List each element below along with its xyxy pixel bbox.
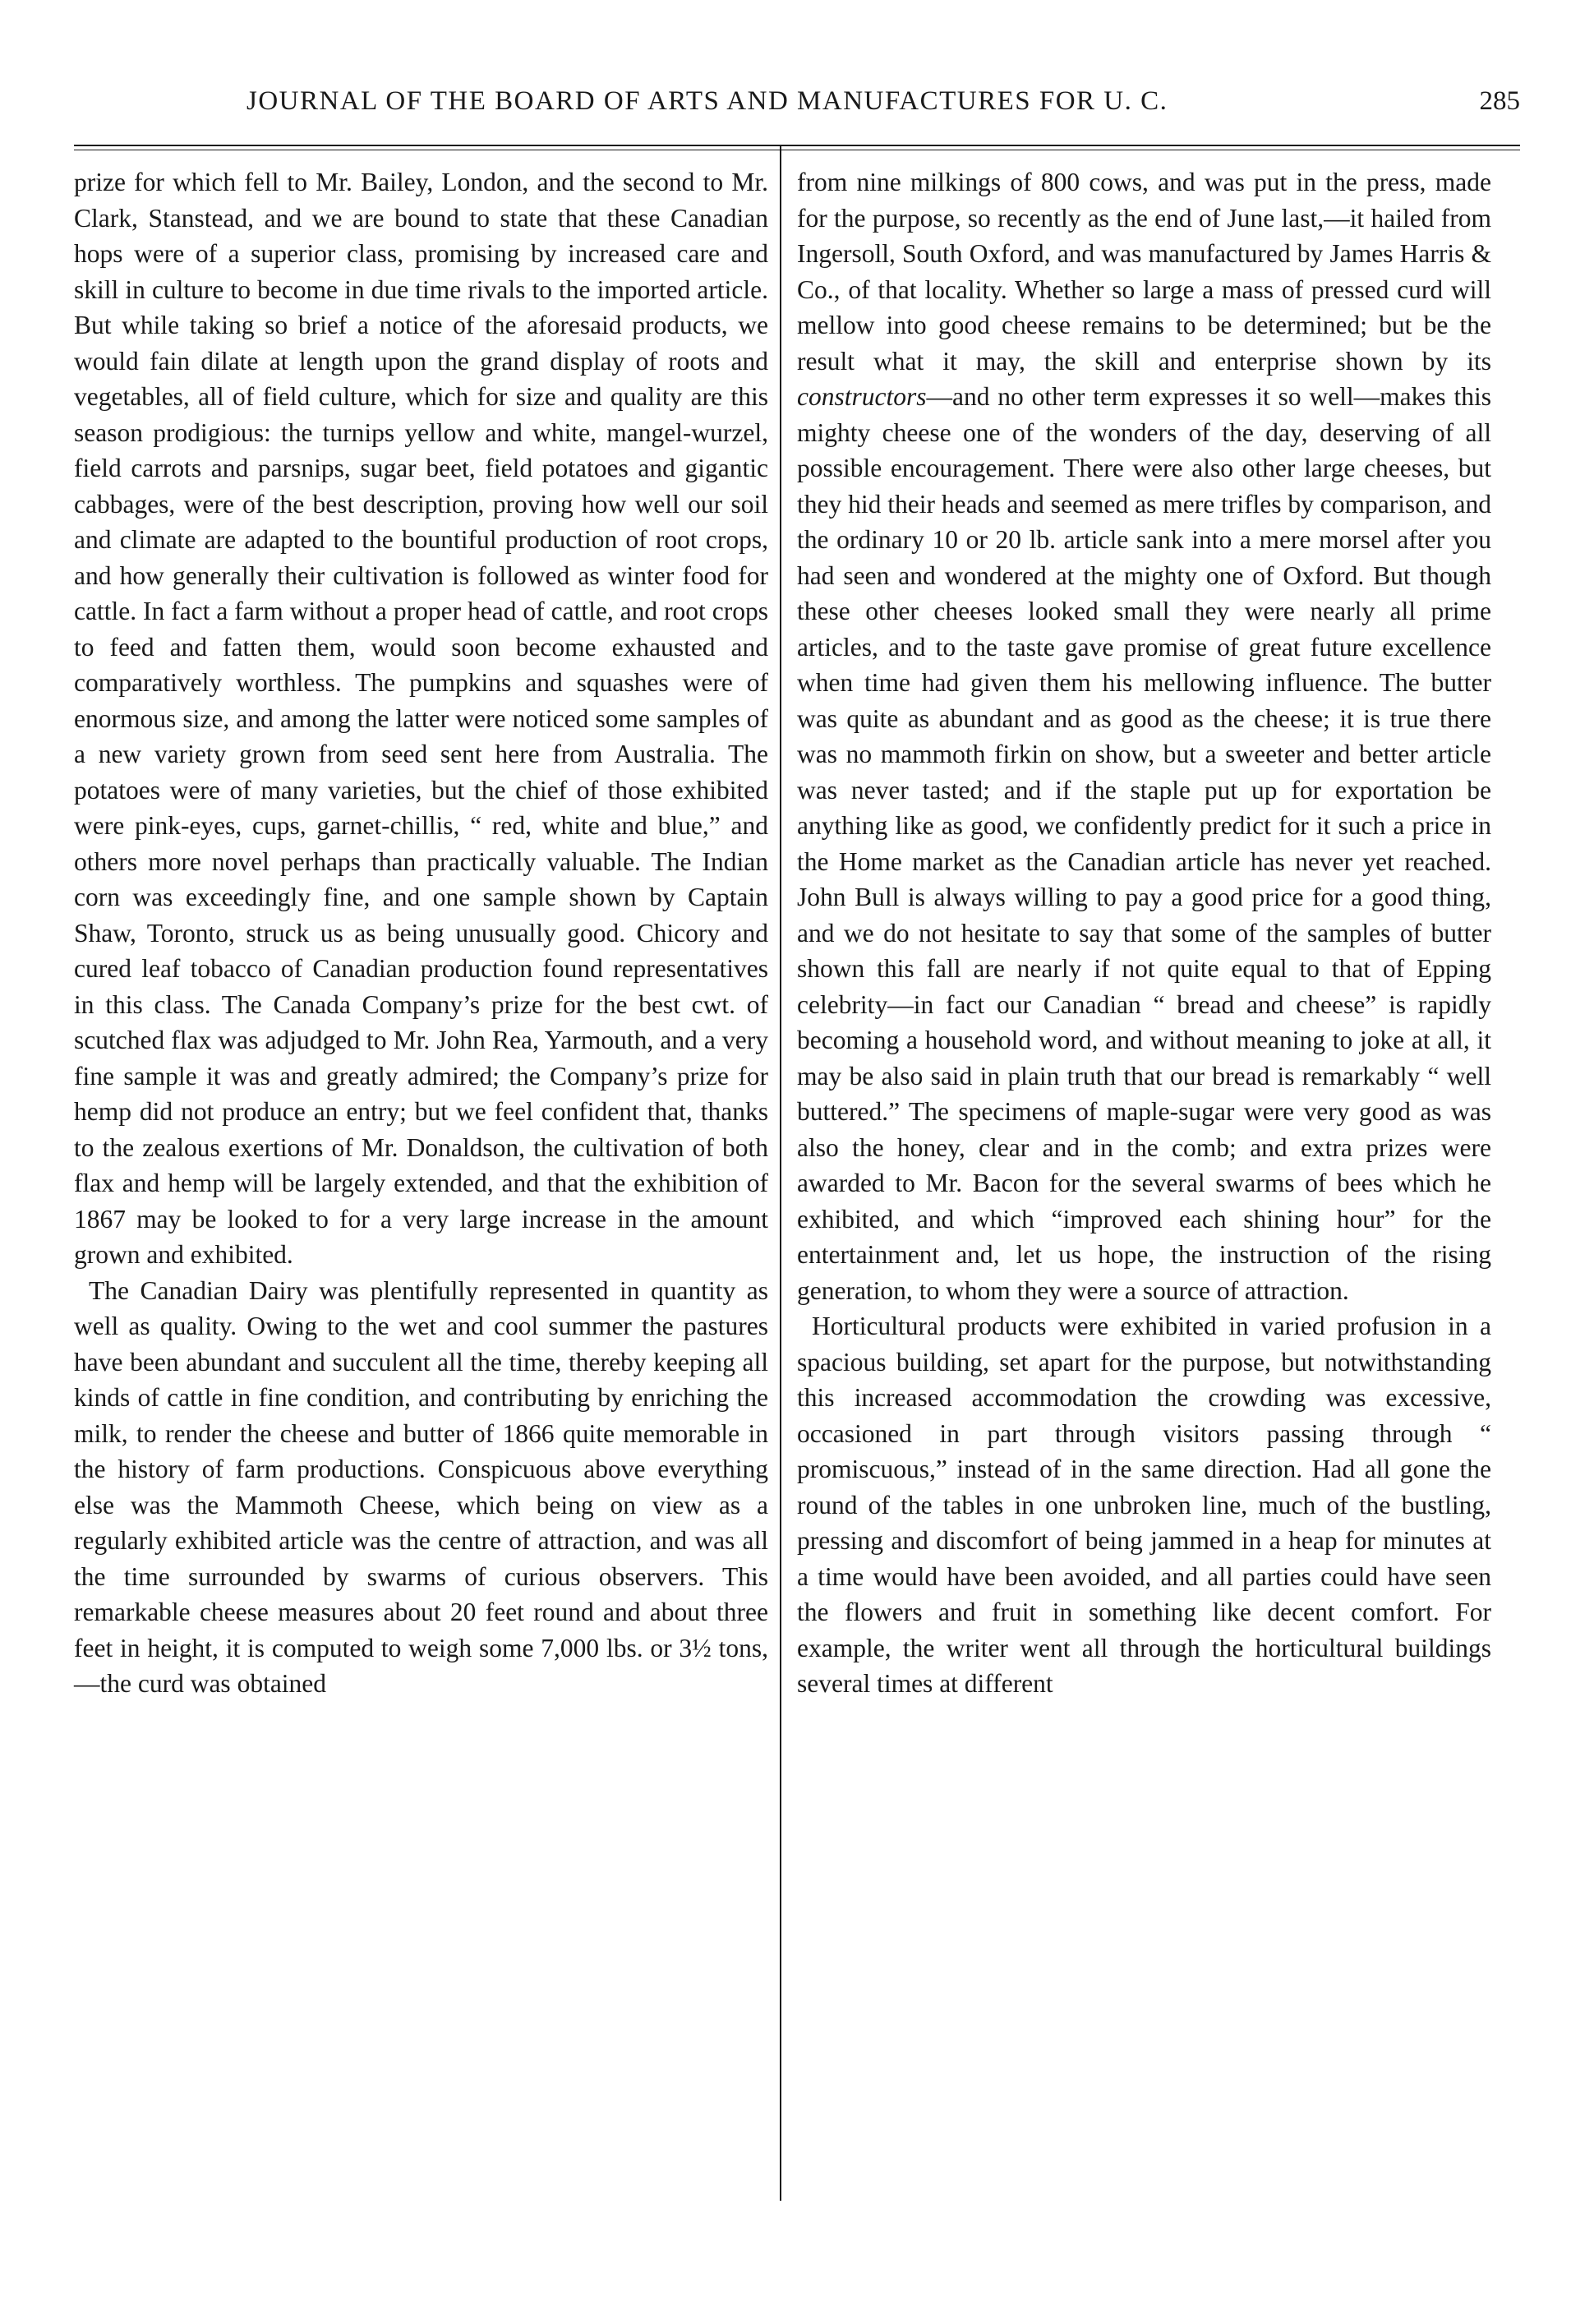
paragraph-text-part: —and no other term expresses it so well—makes this mighty cheese one of the wonders of the day, deserving of all possible encouragement. There were also other large cheeses, but they hid their heads and seemed as mere trifles by comparison, and the ordinary 10 or 20 lb. article sank into a mere morsel after you had seen and wondered at the mighty one of Oxford. But though these other cheeses looked small they were nearly all prime articles, and to the taste gave promise of great future excellence when time had given them his mellowing influence. The butter was quite as abundant and as good as the cheese; it is true there was no mammoth firkin on show, but a sweeter and better article was never tasted; and if the staple put up for exportation be anything like as good, we confidently predict for it such a price in the Home market as the Canadian article has never yet reached. John Bull is always willing to pay a good price for a good thing, and we do not hesitate to say that some of the samples of butter shown this fall are nearly if not quite equal to that of Epping celebrity—in fact our Canadian “ bread and cheese” is rapidly becoming a household word, and without meaning to joke at all, it may be also said in plain truth that our bread is remarkably “ well buttered.” The specimens of maple-sugar were very good as was also the honey, clear and in the comb; and extra prizes were awarded to Mr. Bacon for the several swarms of bees which he exhibited, and which “improved each shining hour” for the entertainment and, let us hope, the instruction of the rising generation, to whom they were a source of attraction. (797, 382, 1491, 1305)
running-header (74, 86, 1520, 136)
page-number: 285 (1479, 86, 1520, 116)
paragraph-text-part: from nine milkings of 800 cows, and was put in the press, made for the purpose, so recently as the end of June last,—it hailed from Ingersoll, South Oxford, and was manufactured by James Harris & Co., of that locality. Whether so large a mass of pressed curd will mellow into good cheese remains to be determined; but be the result what it may, the skill and enterprise shown by its (797, 168, 1491, 376)
paragraph-dairy: The Canadian Dairy was plentifully represented in quantity as well as quality. Owing to the wet and cool summer the pastures have been abundant and succulent all the time, thereby keeping all kinds of cattle in fine condition, and contributing by enriching the milk, to render the cheese and butter of 1866 quite memorable in the history of farm productions. Conspicuous above everything else was the Mammoth Cheese, which being on view as a regularly exhibited article was the centre of attraction, and was all the time surrounded by swarms of curious observers. This remarkable cheese measures about 20 feet round and about three feet in height, it is computed to weigh some 7,000 lbs. or 3½ tons,—the curd was obtained (74, 1275, 768, 1698)
paragraph-mammoth-cheese (797, 164, 1491, 1308)
right-column (797, 164, 1491, 1702)
left-column (74, 164, 768, 1702)
header-rule (74, 145, 1520, 146)
journal-title: JOURNAL OF THE BOARD OF ARTS AND MANUFACTURES FOR U. C. (246, 86, 1168, 116)
paragraph-horticultural: Horticultural products were exhibited in varied profusion in a spacious building, set apart for the purpose, but notwithstanding this increased accommodation the crowding was excessive, occasioned in part through visitors passing through “ promiscuous,” instead of in the same direction. Had all gone the round of the tables in one unbroken line, much of the bustling, pressing and discomfort of being jammed in a heap for minutes at a time would have been avoided, and all parties could have seen the flowers and fruit in something like decent comfort. For example, the writer went all through the horticultural buildings several times at different (797, 1312, 1491, 1698)
paragraph-hops-roots: prize for which fell to Mr. Bailey, London, and the second to Mr. Clark, Stanstead, and we are bound to state that these Canadian hops were of a superior class, promising by increased care and skill in culture to become in due time rivals to the imported article. But while taking so brief a notice of the aforesaid products, we would fain dilate at length upon the grand display of roots and vegetables, all of field culture, which for size and quality are this season prodigious: the turnips yellow and white, mangel-wurzel, field carrots and parsnips, sugar beet, field potatoes and gigantic cabbages, were of the best description, proving how well our soil and climate are adapted to the bountiful production of root crops, and how generally their cultivation is followed as winter food for cattle. In fact a farm without a proper head of cattle, and root crops to feed and fatten them, would soon become exhausted and comparatively worthless. The pumpkins and squashes were of enormous size, and among the latter were noticed some samples of a new variety grown from seed sent here from Australia. The potatoes were of many varieties, but the chief of those exhibited were pink-eyes, cups, garnet-chillis, “ red, white and blue,” and others more novel perhaps than practically valuable. The Indian corn was exceedingly fine, and one sample shown by Captain Shaw, Toronto, struck us as being unusually good. Chicory and cured leaf tobacco of Canadian production found representatives in this class. The Canada Company’s prize for the best cwt. of scutched flax was adjudged to Mr. John Rea, Yarmouth, and a very fine sample it was and greatly admired; the Company’s prize for hemp did not produce an entry; but we feel confident that, thanks to the zealous exertions of Mr. Donaldson, the cultivation of both flax and hemp will be largely extended, and that the exhibition of 1867 may be looked to for a very large increase in the amount grown and exhibited. (74, 168, 768, 1269)
italic-word: constructors (797, 382, 927, 411)
column-divider (780, 146, 781, 2201)
